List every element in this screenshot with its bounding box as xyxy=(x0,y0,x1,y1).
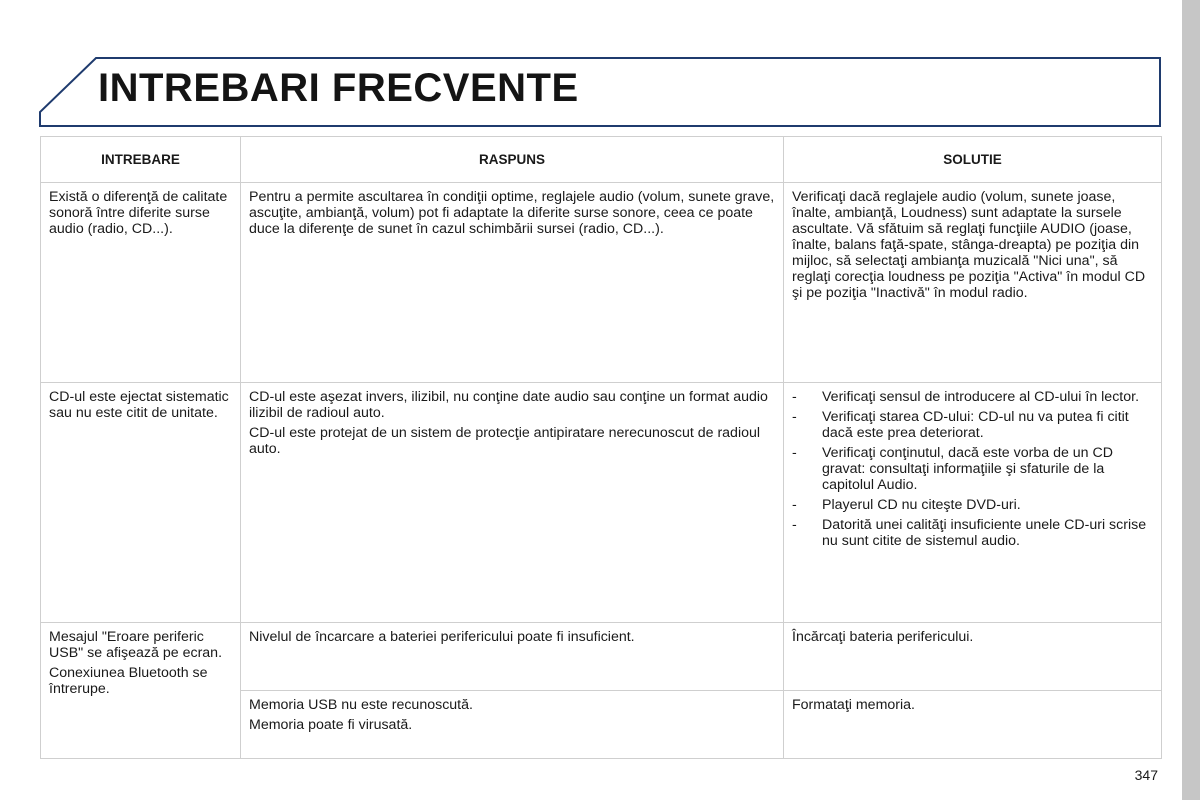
solution-item-text: Playerul CD nu citeşte DVD-uri. xyxy=(822,497,1021,513)
bullet-dash: - xyxy=(792,409,797,425)
list-item xyxy=(792,517,1153,549)
answer-cell xyxy=(241,383,784,623)
solution-text: Formataţi memoria. xyxy=(792,697,915,713)
bullet-dash: - xyxy=(792,497,797,513)
question-text: Conexiunea Bluetooth se întrerupe. xyxy=(49,665,208,697)
solution-cell xyxy=(784,183,1162,383)
question-cell xyxy=(41,623,241,759)
solution-text: Verificaţi dacă reglajele audio (volum, sunete joase, înalte, ambianţă, Loudness) sunt adaptate la sursele ascultate. Vă sfătuim să reglaţi funcţiile AUDIO (joase, înalte, balans faţă-spate, stânga-dreapta) pe poziţia din mijloc, să selectaţi ambianţa muzicală "Nici una", să reglaţi corecţia loudness pe poziţia "Activa" în modul CD şi pe poziţia "Inactivă" în modul radio. xyxy=(792,189,1146,301)
bullet-dash: - xyxy=(792,517,797,533)
table-header-row xyxy=(41,137,1162,183)
answer-cell xyxy=(241,623,784,691)
list-item xyxy=(792,389,1153,405)
bullet-dash: - xyxy=(792,389,797,405)
answer-text: Pentru a permite ascultarea în condiţii optime, reglajele audio (volum, sunete grave, ascuţite, ambianţă, volum) pot fi adaptate la diferite surse sonore, ceea ce poate duce la diferenţe de sunet în cazul schimbării sursei (radio, CD...). xyxy=(249,189,775,237)
bullet-dash: - xyxy=(792,445,797,461)
answer-text: Memoria USB nu este recunoscută. xyxy=(249,697,473,713)
question-text: CD-ul este ejectat sistematic sau nu este citit de unitate. xyxy=(49,389,229,421)
solution-cell xyxy=(784,383,1162,623)
answer-text: Nivelul de încarcare a bateriei perifericului poate fi insuficient. xyxy=(249,629,635,645)
question-cell xyxy=(41,383,241,623)
page-title: INTREBARI FRECVENTE xyxy=(98,66,579,110)
solution-cell xyxy=(784,623,1162,691)
answer-cell xyxy=(241,691,784,759)
list-item xyxy=(792,409,1153,441)
table-row xyxy=(41,623,1162,691)
page-number: 347 xyxy=(1134,767,1158,783)
question-cell xyxy=(41,183,241,383)
answer-text: CD-ul este protejat de un sistem de protecţie antipiratare nerecunoscut de radioul auto. xyxy=(249,425,761,457)
table-row xyxy=(41,183,1162,383)
answer-text: Memoria poate fi virusată. xyxy=(249,717,413,733)
solution-list xyxy=(792,389,1153,549)
table-row xyxy=(41,383,1162,623)
solution-item-text: Datorită unei calităţi insuficiente unele CD-uri scrise nu sunt citite de sistemul audio. xyxy=(822,517,1147,549)
question-text: Mesajul "Eroare periferic USB" se afişează pe ecran. xyxy=(49,629,223,661)
header-intrebare: INTREBARE xyxy=(41,137,241,183)
header-raspuns: RASPUNS xyxy=(241,137,784,183)
page-edge-strip xyxy=(1182,0,1200,800)
solution-item-text: Verificaţi sensul de introducere al CD-ului în lector. xyxy=(822,389,1140,405)
list-item xyxy=(792,445,1153,493)
solution-text: Încărcaţi bateria perifericului. xyxy=(792,629,974,645)
header-solutie: SOLUTIE xyxy=(784,137,1162,183)
solution-cell xyxy=(784,691,1162,759)
faq-table xyxy=(40,136,1162,759)
question-text: Există o diferenţă de calitate sonoră între diferite surse audio (radio, CD...). xyxy=(49,189,228,237)
list-item xyxy=(792,497,1153,513)
answer-text: CD-ul este aşezat invers, ilizibil, nu conţine date audio sau conţine un format audio ilizibil de radioul auto. xyxy=(249,389,768,421)
solution-item-text: Verificaţi starea CD-ului: CD-ul nu va putea fi citit dacă este prea deteriorat. xyxy=(822,409,1129,441)
solution-item-text: Verificaţi conţinutul, dacă este vorba de un CD gravat: consultaţi informaţiile şi sfaturile de la capitolul Audio. xyxy=(822,445,1114,493)
answer-cell xyxy=(241,183,784,383)
